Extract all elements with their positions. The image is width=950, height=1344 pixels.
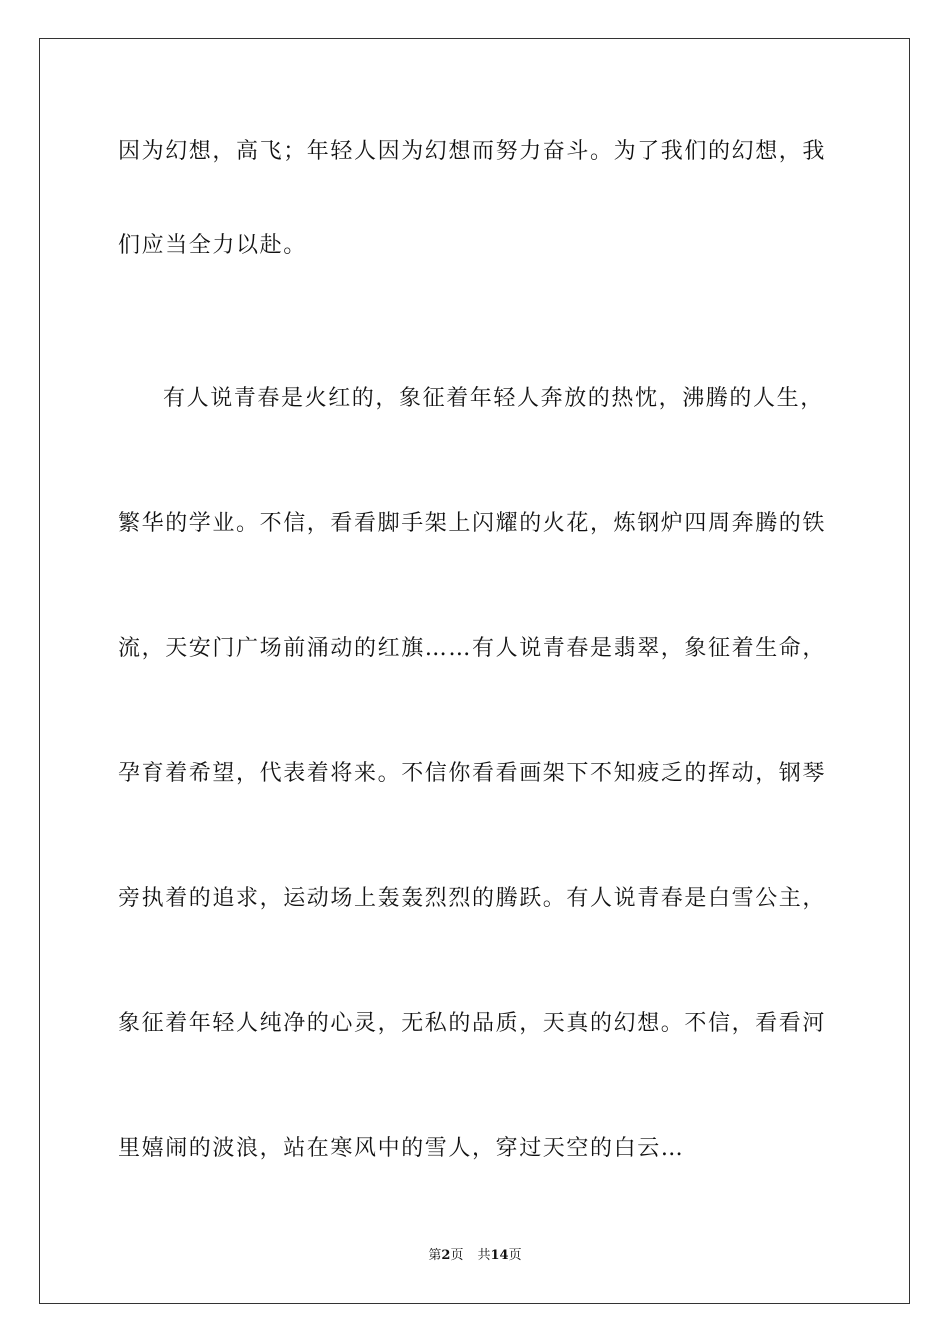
total-prefix: 共 [477,1248,491,1263]
paragraph-line-6: 孕育着希望，代表着将来。不信你看看画架下不知疲乏的挥动，钢琴 [118,761,827,786]
page-number: 2 [441,1248,451,1263]
paragraph-line-9: 里嬉闹的波浪，站在寒风中的雪人，穿过天空的白云… [118,1136,685,1161]
page-footer [0,1247,950,1265]
paragraph-line-2: 们应当全力以赴。 [118,233,307,258]
page-suffix: 页 [450,1248,464,1263]
page-border [39,38,910,1304]
paragraph-line-5: 流，天安门广场前涌动的红旗……有人说青春是翡翠，象征着生命， [118,636,827,661]
paragraph-line-8: 象征着年轻人纯净的心灵，无私的品质，天真的幻想。不信，看看河 [118,1011,827,1036]
paragraph-line-3: 有人说青春是火红的，象征着年轻人奔放的热忱，沸腾的人生， [163,386,824,411]
total-pages: 14 [490,1248,509,1263]
paragraph-line-1: 因为幻想，高飞；年轻人因为幻想而努力奋斗。为了我们的幻想，我 [118,139,827,164]
paragraph-line-4: 繁华的学业。不信，看看脚手架上闪耀的火花，炼钢炉四周奔腾的铁 [118,511,827,536]
total-suffix: 页 [508,1248,522,1263]
page-prefix: 第 [428,1248,442,1263]
paragraph-line-7: 旁执着的追求，运动场上轰轰烈烈的腾跃。有人说青春是白雪公主， [118,886,827,911]
